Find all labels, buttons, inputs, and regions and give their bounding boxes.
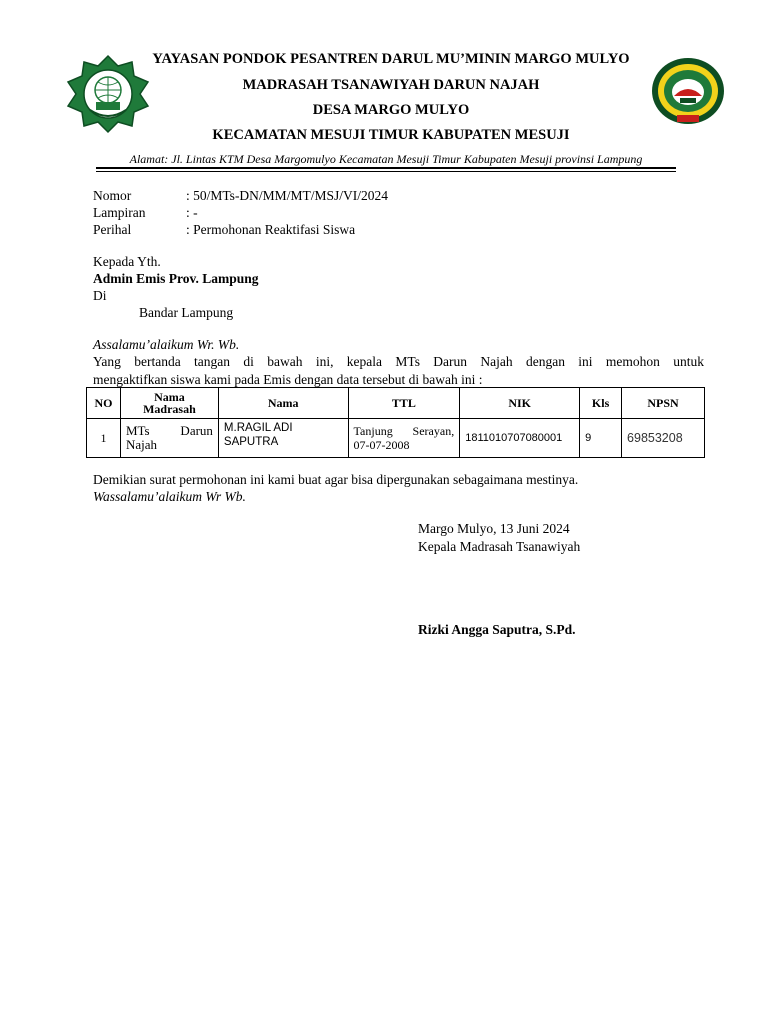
header-npsn: NPSN [622, 388, 705, 419]
letterhead-district: KECAMATAN MESUJI TIMUR KABUPATEN MESUJI [212, 127, 570, 143]
header-kls: Kls [580, 388, 622, 419]
letterhead-village: DESA MARGO MULYO [312, 102, 470, 118]
header-ttl: TTL [348, 388, 460, 419]
table-row [87, 419, 705, 458]
recipient-di: Di [93, 288, 107, 303]
header-nik: NIK [460, 388, 580, 419]
opening-salam: Assalamu’alaikum Wr. Wb. [93, 337, 240, 352]
cell-ttl: Tanjung Serayan, 07-07-2008 [348, 419, 460, 458]
cell-nama: M.RAGIL ADI SAPUTRA [218, 419, 348, 458]
signature-place-date: Margo Mulyo, 13 Juni 2024 [418, 521, 570, 536]
student-table [86, 387, 705, 458]
header-madrasah: Nama Madrasah [120, 388, 218, 419]
cell-npsn: 69853208 [622, 419, 705, 458]
recipient-name: Admin Emis Prov. Lampung [93, 271, 259, 286]
letterhead-address: Alamat: Jl. Lintas KTM Desa Margomulyo Kecamatan Mesuji Timur Kabupaten Mesuji provinsi Lampung [129, 152, 643, 166]
letterhead-school: MADRASAH TSANAWIYAH DARUN NAJAH [242, 77, 540, 93]
letterhead-rule-thin [96, 171, 676, 172]
nomor-value: : 50/MTs-DN/MM/MT/MSJ/VI/2024 [186, 188, 388, 203]
lampiran-label: Lampiran [93, 205, 146, 220]
signature-name: Rizki Angga Saputra, S.Pd. [418, 622, 576, 637]
body-paragraph-line2: mengaktifkan siswa kami pada Emis dengan data tersebut di bawah ini : [93, 372, 483, 387]
recipient-greeting: Kepada Yth. [93, 254, 161, 269]
lampiran-value: : - [186, 205, 198, 220]
cell-no: 1 [87, 419, 121, 458]
cell-madrasah: MTs Darun Najah [120, 419, 218, 458]
closing-salam: Wassalamu’alaikum Wr Wb. [93, 489, 246, 504]
header-nama: Nama [218, 388, 348, 419]
nomor-label: Nomor [93, 188, 132, 203]
closing-sentence: Demikian surat permohonan ini kami buat agar bisa dipergunakan sebagaimana mestinya. [93, 472, 579, 487]
signature-position: Kepala Madrasah Tsanawiyah [418, 539, 581, 554]
header-no: NO [87, 388, 121, 419]
letterhead-rule-thick [96, 167, 676, 169]
recipient-place: Bandar Lampung [139, 305, 234, 320]
perihal-label: Perihal [93, 222, 132, 237]
perihal-value: : Permohonan Reaktifasi Siswa [186, 222, 356, 237]
table-header-row [87, 388, 705, 419]
letterhead-foundation: YAYASAN PONDOK PESANTREN DARUL MU’MININ MARGO MULYO [152, 51, 630, 67]
cell-kls: 9 [580, 419, 622, 458]
cell-nik: 1811010707080001 [460, 419, 580, 458]
body-paragraph-line1: Yang bertanda tangan di bawah ini, kepala MTs Darun Najah dengan ini memohon untuk [93, 354, 704, 369]
